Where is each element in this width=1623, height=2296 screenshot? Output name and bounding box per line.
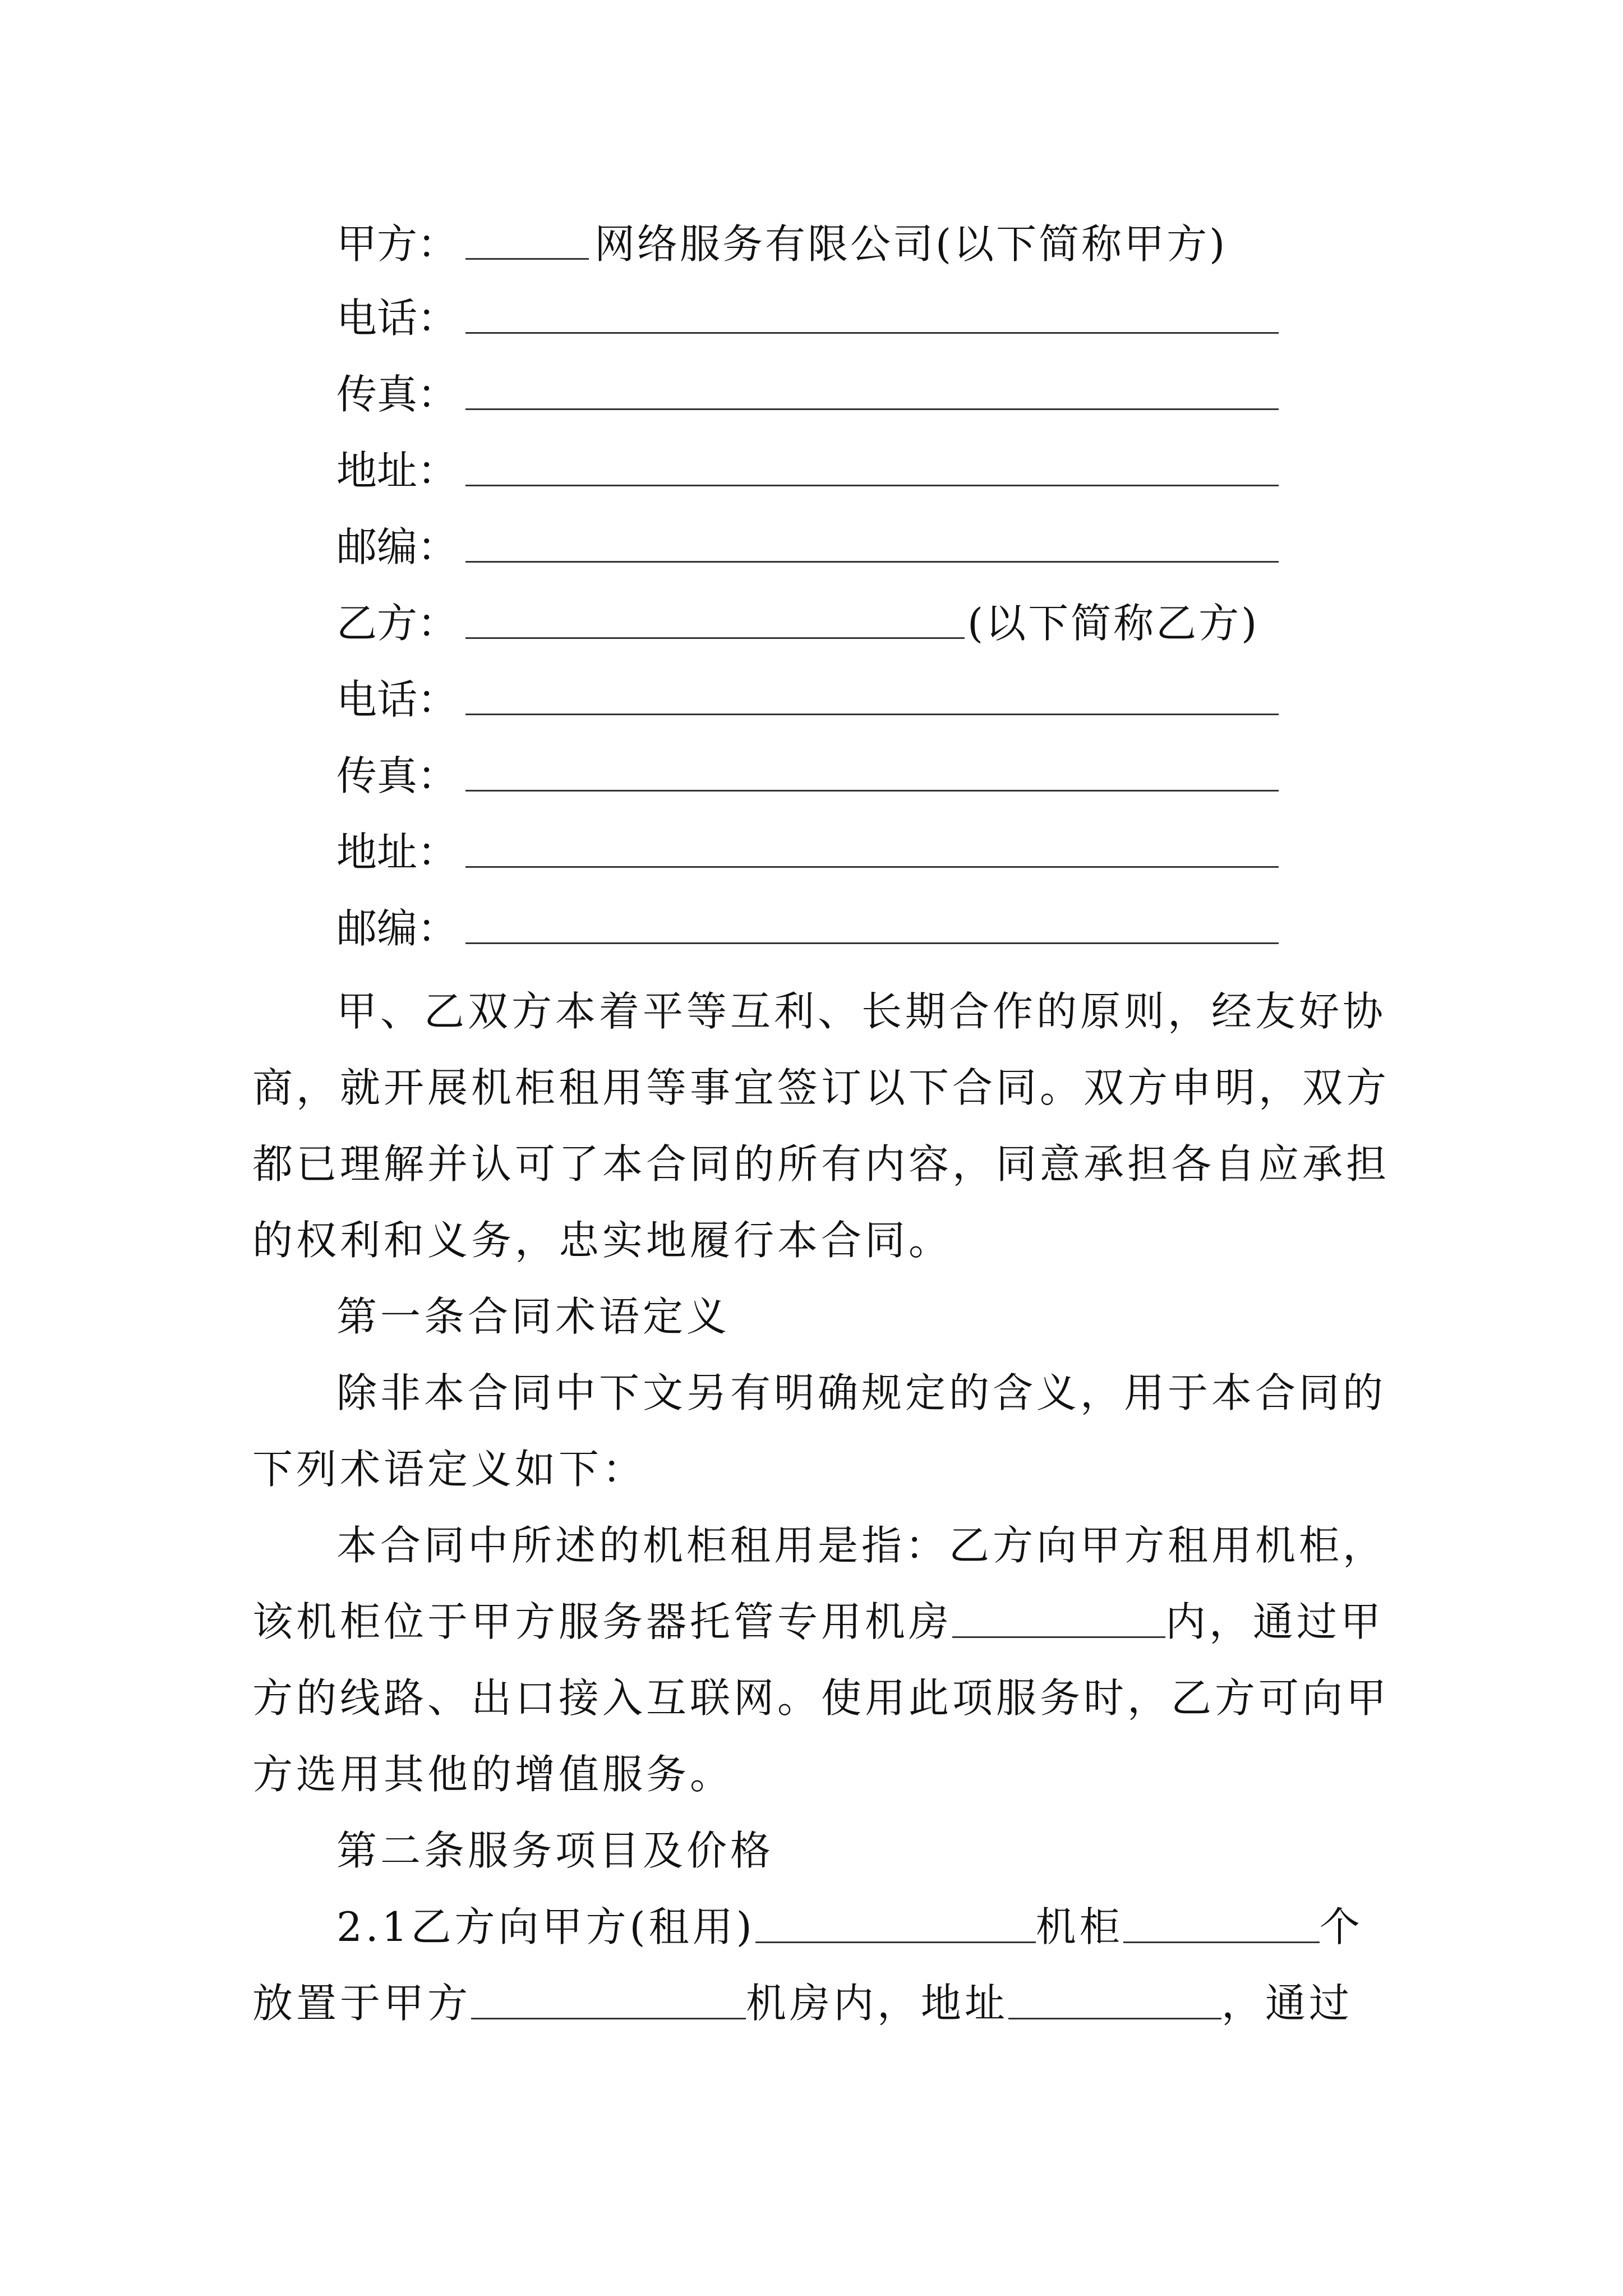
address-blank (1008, 1985, 1221, 2019)
party-a-label: 甲方： (336, 220, 458, 268)
article-2-text: 2.1乙方向甲方(租用) (336, 1903, 755, 1950)
article-2-title: 第二条服务项目及价格 (336, 1827, 774, 1874)
party-b-postcode-field (465, 910, 1279, 944)
article-1-p2-line: 方的线路、出口接入互联网。使用此项服务时，乙方可向甲 (252, 1674, 1390, 1722)
party-b-name-suffix: (以下简称乙方) (967, 600, 1260, 647)
article-1 (252, 1278, 1390, 1812)
article-2-line (252, 1889, 1385, 1965)
party-a-name-blank (465, 226, 589, 260)
intro-line: 甲、乙双方本着平等互利、长期合作的原则，经友好协 (336, 988, 1387, 1035)
party-a-name-suffix: 网络服务有限公司(以下简称甲方) (594, 220, 1228, 268)
intro-line: 都已理解并认可了本合同的所有内容，同意承担各自应承担 (252, 1140, 1390, 1188)
party-b-label: 乙方： (336, 600, 458, 647)
party-b-postcode-label: 邮编： (336, 905, 458, 952)
party-a-address-field (465, 452, 1279, 486)
cabinet-count-blank (1123, 1909, 1320, 1943)
article-2-text: 机柜 (1035, 1903, 1123, 1950)
party-a-phone-field (465, 300, 1279, 334)
article-1-p2-text: 该机柜位于甲方服务器托管专用机房 (252, 1598, 953, 1645)
party-b-address-label: 地址： (336, 829, 458, 876)
article-2-text: 个 (1319, 1903, 1363, 1950)
party-a-postcode-field (465, 528, 1279, 563)
party-a-fax-label: 传真： (336, 371, 458, 418)
party-a-phone-label: 电话： (336, 295, 458, 342)
rental-blank (755, 1909, 1036, 1943)
party-b-name-blank (465, 605, 965, 639)
article-2-line (252, 1965, 1385, 2041)
article-1-p2-text: 内，通过甲 (1165, 1598, 1385, 1645)
party-b-phone-field (465, 681, 1279, 715)
article-1-p2-line (252, 1584, 1385, 1660)
article-1-p1-line: 除非本合同中下文另有明确规定的含义，用于本合同的 (336, 1369, 1387, 1416)
intro-line: 的权利和义务，忠实地履行本合同。 (252, 1217, 953, 1264)
article-1-p2-line: 方选用其他的增值服务。 (252, 1751, 734, 1798)
article-2-text: 机房内，地址 (746, 1980, 1009, 2027)
party-b-fax-field (465, 757, 1279, 792)
party-a-address-label: 地址： (336, 447, 458, 494)
intro-line: 商，就开展机柜租用等事宜签订以下合同。双方申明，双方 (252, 1064, 1390, 1111)
machine-room-blank (952, 1604, 1165, 1638)
party-a-postcode-label: 邮编： (336, 523, 458, 570)
party-b-fax-label: 传真： (336, 752, 458, 799)
party-b-address-field (465, 834, 1279, 868)
party-b-phone-label: 电话： (336, 676, 458, 723)
article-1-p1-line: 下列术语定义如下： (252, 1446, 647, 1493)
article-2-text: ，通过 (1221, 1980, 1353, 2027)
article-2 (252, 1812, 1385, 2041)
article-1-p2-line: 本合同中所述的机柜租用是指：乙方向甲方租用机柜， (336, 1522, 1387, 1569)
room-name-blank (471, 1985, 746, 2019)
article-2-text: 放置于甲方 (252, 1980, 472, 2027)
article-1-title: 第一条合同术语定义 (336, 1293, 731, 1340)
party-a-fax-field (465, 376, 1279, 410)
intro-paragraph (252, 973, 1390, 1278)
